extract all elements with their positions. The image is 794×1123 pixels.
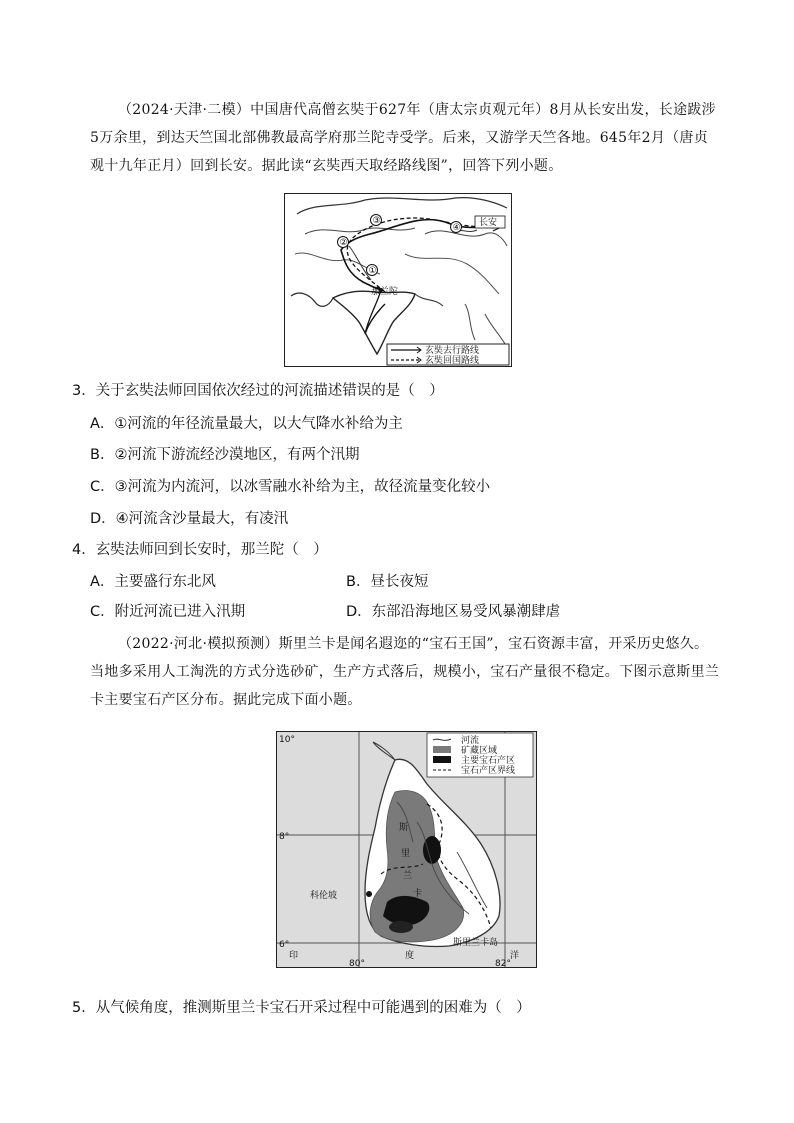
country-char-3: 兰 bbox=[403, 871, 413, 881]
q3-option-b[interactable]: B．②河流下游流经沙漠地区，有两个汛期 bbox=[90, 447, 360, 463]
lat-8: 8° bbox=[279, 832, 290, 842]
legend-gem-area: 主要宝石产区 bbox=[461, 756, 516, 766]
gem-map-svg bbox=[277, 732, 536, 967]
country-char-1: 斯 bbox=[399, 823, 409, 833]
legend-ore-area: 矿藏区域 bbox=[461, 746, 498, 756]
legend-river: 河流 bbox=[461, 736, 480, 746]
legend-boundary: 宝石产区界线 bbox=[461, 766, 516, 776]
ocean-char-3: 洋 bbox=[510, 951, 520, 961]
passage-2-text: 斯里兰卡是闻名遐迩的“宝石王国”，宝石资源丰富，开采历史悠久。当地多采用人工淘洗的方式分选砂矿，生产方式落后，规模小，宝石产量很不稳定。下图示意斯里兰卡主要宝石产区分布。据此完成下面小题。 bbox=[90, 636, 720, 708]
question-4-stem: 4．玄奘法师回到长安时，那兰陀（ ） bbox=[72, 542, 328, 558]
river-marker-2 bbox=[338, 237, 349, 249]
svg-text:③: ③ bbox=[372, 216, 381, 226]
passage-2 bbox=[90, 630, 720, 714]
route-map-svg bbox=[285, 194, 511, 366]
q3-option-c[interactable]: C．③河流为内流河，以冰雪融水补给为主，故径流量变化较小 bbox=[90, 479, 491, 495]
q4-option-a[interactable]: A．主要盛行东北风 bbox=[90, 574, 216, 590]
river-marker-3 bbox=[371, 215, 382, 227]
lat-10: 10° bbox=[279, 735, 295, 745]
passage-1 bbox=[90, 96, 720, 180]
river-marker-4 bbox=[451, 222, 462, 234]
colombo-label: 科伦坡 bbox=[310, 891, 338, 901]
lat-6: 6° bbox=[279, 940, 290, 950]
river-marker-1 bbox=[367, 265, 378, 277]
svg-text:④: ④ bbox=[452, 223, 461, 233]
xuanzang-route-map bbox=[284, 193, 512, 367]
q4-option-d[interactable]: D．东部沿海地区易受风暴潮肆虐 bbox=[346, 604, 561, 620]
changan-label: 长安 bbox=[479, 218, 498, 228]
ocean-char-1: 印 bbox=[289, 951, 299, 961]
legend-go-route: 玄奘去行路线 bbox=[425, 346, 480, 356]
lon-80: 80° bbox=[349, 959, 365, 967]
question-3-stem: 3．关于玄奘法师回国依次经过的河流描述错误的是（ ） bbox=[72, 383, 444, 399]
nalantuo-label: 那兰陀 bbox=[371, 287, 399, 297]
q3-option-a[interactable]: A．①河流的年径流量最大，以大气降水补给为主 bbox=[90, 416, 403, 432]
passage-1-text: 中国唐代高僧玄奘于627年（唐太宗贞观元年）8月从长安出发，长途跋涉5万余里，到达天竺国北部佛教最高学府那兰陀寺受学。后来，又游学天竺各地。645年2月（唐贞观十九年正月）回到长安。据此读“玄奘西天取经路线图”，回答下列小题。 bbox=[90, 102, 716, 174]
q3-option-d[interactable]: D．④河流含沙量最大，有凌汛 bbox=[90, 511, 289, 527]
island-label: 斯里兰卡岛 bbox=[453, 938, 499, 948]
country-char-4: 卡 bbox=[413, 889, 423, 899]
country-char-2: 里 bbox=[401, 849, 411, 859]
svg-text:②: ② bbox=[339, 238, 348, 248]
question-5-stem: 5．从气候角度，推测斯里兰卡宝石开采过程中可能遇到的困难为（ ） bbox=[72, 1000, 531, 1016]
q4-option-c[interactable]: C．附近河流已进入汛期 bbox=[90, 604, 246, 620]
ocean-char-2: 度 bbox=[405, 951, 415, 961]
sri-lanka-gem-map bbox=[276, 731, 537, 968]
passage-2-source: （2022·河北·模拟预测） bbox=[118, 636, 279, 652]
colombo-marker bbox=[366, 891, 372, 897]
q4-option-b[interactable]: B．昼长夜短 bbox=[346, 574, 429, 590]
svg-text:①: ① bbox=[368, 266, 377, 276]
lon-82: 82° bbox=[495, 959, 511, 967]
passage-1-source: （2024·天津·二模） bbox=[118, 102, 251, 118]
legend-back-route: 玄奘回国路线 bbox=[425, 356, 480, 366]
